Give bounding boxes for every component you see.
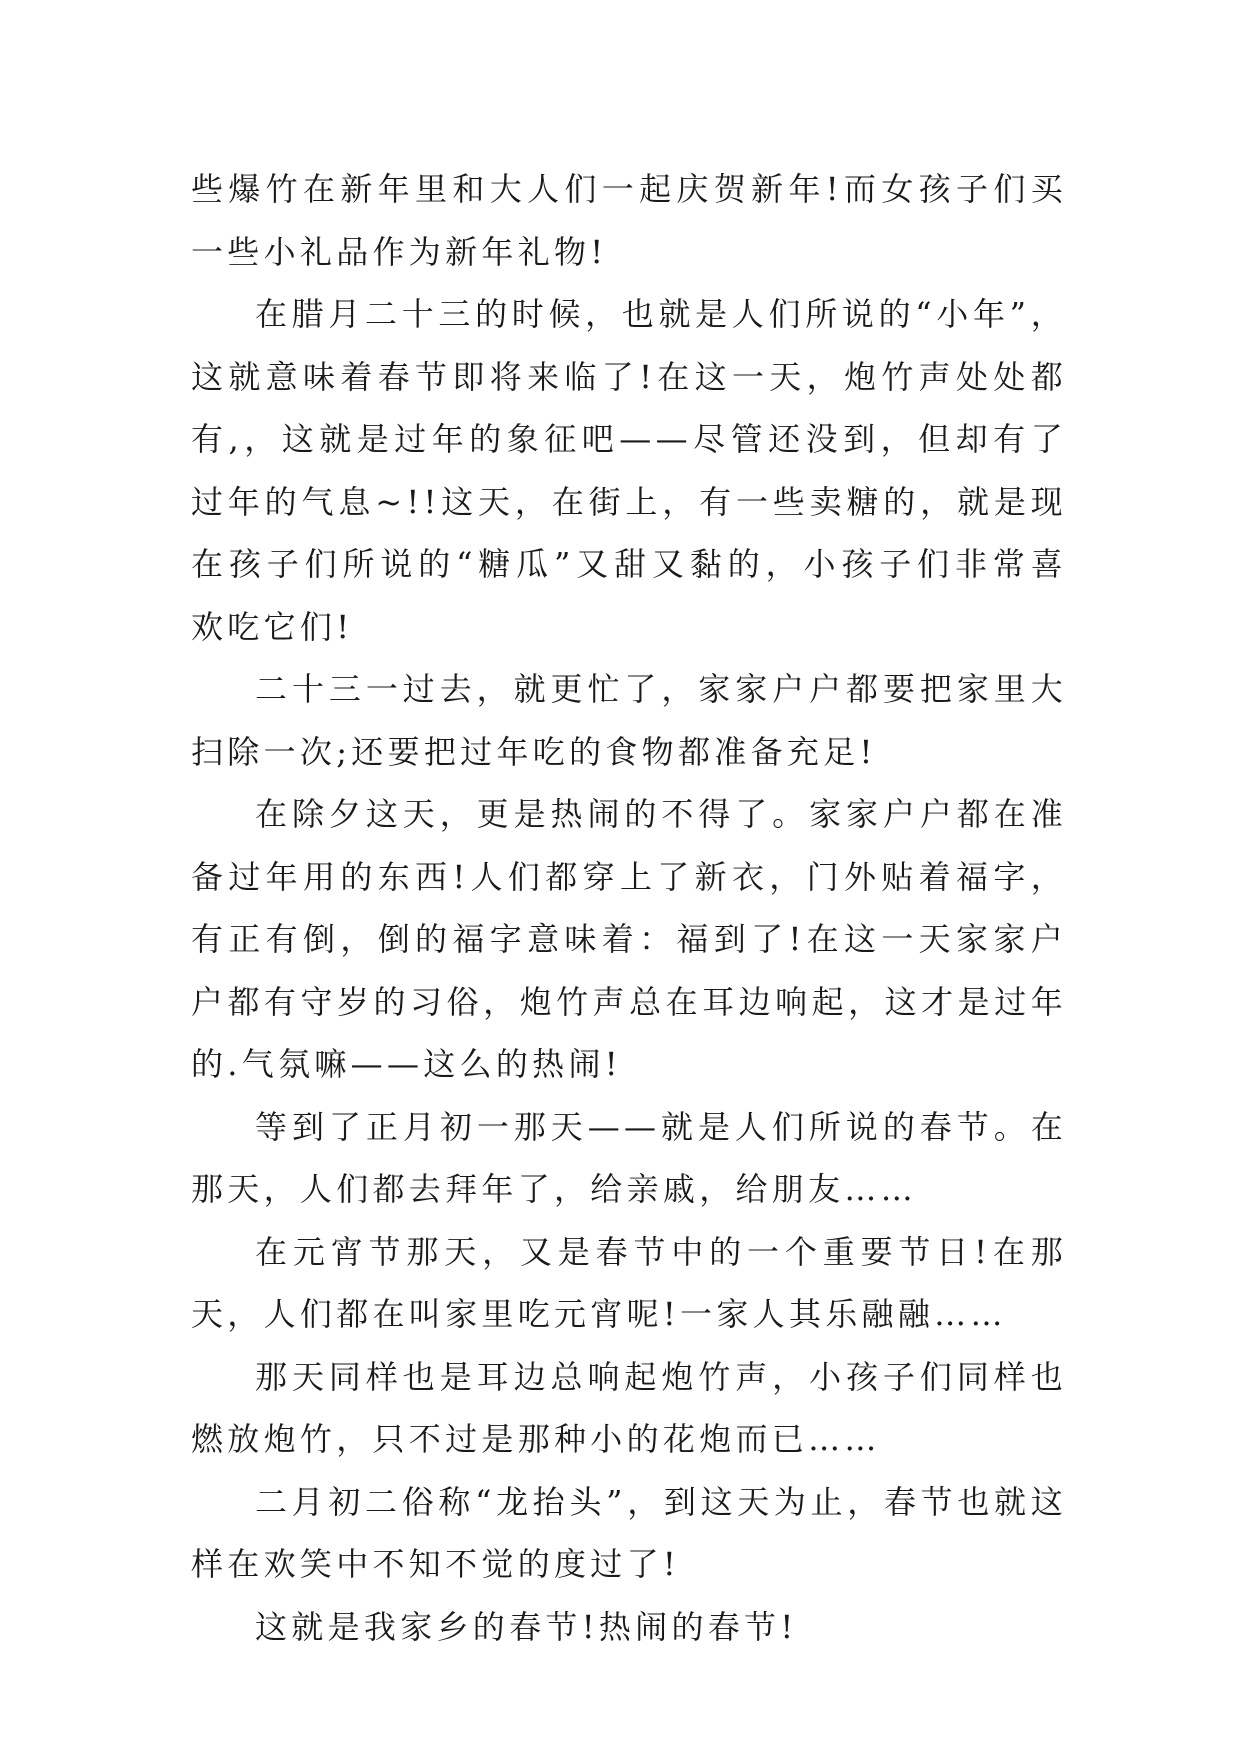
paragraph-4: 在除夕这天，更是热闹的不得了。家家户户都在准备过年用的东西!人们都穿上了新衣，门外贴着福字，有正有倒，倒的福字意味着：福到了!在这一天家家户户都有守岁的习俗，炮竹声总在耳边响起，这才是过年的.气氛嘛——这么的热闹!: [191, 795, 1067, 1083]
paragraph-6: 在元宵节那天，又是春节中的一个重要节日!在那天，人们都在叫家里吃元宵呢!一家人其乐融融……: [191, 1232, 1067, 1333]
paragraph-9: 这就是我家乡的春节!热闹的春节!: [255, 1607, 798, 1646]
paragraph-7: 那天同样也是耳边总响起炮竹声，小孩子们同样也燃放炮竹，只不过是那种小的花炮而已……: [191, 1357, 1067, 1458]
paragraph-5: 等到了正月初一那天——就是人们所说的春节。在那天，人们都去拜年了，给亲戚，给朋友……: [191, 1107, 1067, 1208]
paragraph-3: 二十三一过去，就更忙了，家家户户都要把家里大扫除一次;还要把过年吃的食物都准备充足!: [191, 670, 1067, 771]
paragraph-2: 在腊月二十三的时候，也就是人们所说的“小年”，这就意味着春节即将来临了!在这一天，炮竹声处处都有,，这就是过年的象征吧——尽管还没到，但却有了过年的气息~!!这天，在街上，有一些卖糖的，就是现在孩子们所说的“糖瓜”又甜又黏的，小孩子们非常喜欢吃它们!: [191, 295, 1067, 646]
paragraph-8: 二月初二俗称“龙抬头”，到这天为止，春节也就这样在欢笑中不知不觉的度过了!: [191, 1482, 1067, 1583]
document-body: [191, 158, 1067, 1658]
paragraph-1: 些爆竹在新年里和大人们一起庆贺新年!而女孩子们买一些小礼品作为新年礼物!: [191, 170, 1067, 271]
